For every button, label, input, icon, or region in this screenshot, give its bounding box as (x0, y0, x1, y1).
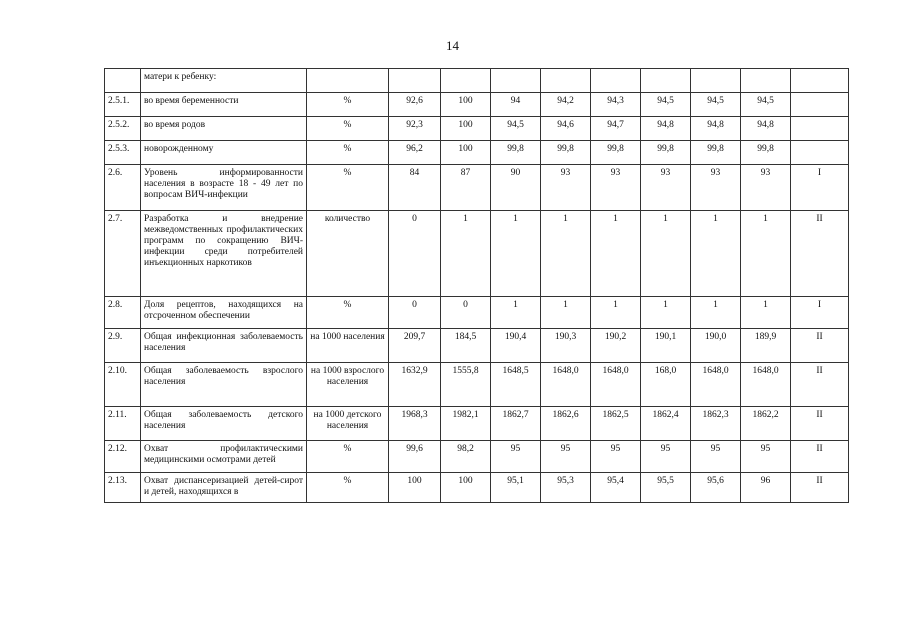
page-number: 14 (446, 38, 459, 53)
value-cell: 94,8 (641, 117, 691, 141)
value-cell (541, 69, 591, 93)
value-cell: 1982,1 (441, 407, 491, 441)
value-cell: 1555,8 (441, 363, 491, 407)
value-cell: 95,3 (541, 473, 591, 503)
value-cell (491, 69, 541, 93)
value-cell: 93 (741, 165, 791, 211)
unit-cell: на 1000 населения (307, 329, 389, 363)
table-row (105, 93, 849, 117)
value-cell: 92,6 (389, 93, 441, 117)
unit-cell: % (307, 473, 389, 503)
value-cell: 1 (691, 211, 741, 297)
value-cell: 95 (691, 441, 741, 473)
unit-cell: % (307, 93, 389, 117)
value-cell: 1648,5 (491, 363, 541, 407)
value-cell: 98,2 (441, 441, 491, 473)
value-cell (741, 69, 791, 93)
table-row (105, 165, 849, 211)
table-row (105, 141, 849, 165)
value-cell: 1648,0 (591, 363, 641, 407)
value-cell: 95,1 (491, 473, 541, 503)
table-row (105, 441, 849, 473)
category-cell (791, 141, 849, 165)
value-cell: 93 (641, 165, 691, 211)
table-body (105, 69, 849, 503)
value-cell: 95,6 (691, 473, 741, 503)
value-cell: 95 (641, 441, 691, 473)
value-cell: 190,3 (541, 329, 591, 363)
indicator-name-cell: матери к ребенку: (141, 69, 307, 93)
category-cell: II (791, 329, 849, 363)
value-cell (641, 69, 691, 93)
indicator-name-cell: Уровень информированности населения в возрасте 18 - 49 лет по вопросам ВИЧ-инфекции (141, 165, 307, 211)
value-cell: 94,5 (641, 93, 691, 117)
value-cell: 0 (441, 297, 491, 329)
category-cell: I (791, 165, 849, 211)
value-cell: 94,5 (741, 93, 791, 117)
indicator-name-cell: Общая инфекционная заболеваемость населения (141, 329, 307, 363)
category-cell: I (791, 297, 849, 329)
value-cell: 1 (641, 297, 691, 329)
value-cell: 1 (491, 297, 541, 329)
value-cell: 0 (389, 211, 441, 297)
value-cell: 95 (741, 441, 791, 473)
value-cell (591, 69, 641, 93)
row-number-cell: 2.9. (105, 329, 141, 363)
indicator-name-cell: Охват диспансеризацией детей-сирот и детей, находящихся в (141, 473, 307, 503)
row-number-cell: 2.6. (105, 165, 141, 211)
value-cell: 190,2 (591, 329, 641, 363)
value-cell: 99,8 (591, 141, 641, 165)
value-cell: 96 (741, 473, 791, 503)
value-cell: 95 (591, 441, 641, 473)
value-cell: 1632,9 (389, 363, 441, 407)
value-cell: 87 (441, 165, 491, 211)
unit-cell: на 1000 детского населения (307, 407, 389, 441)
row-number-cell (105, 69, 141, 93)
value-cell: 94,2 (541, 93, 591, 117)
value-cell: 93 (691, 165, 741, 211)
value-cell: 1 (491, 211, 541, 297)
unit-cell: количество (307, 211, 389, 297)
indicator-name-cell: Общая заболеваемость детского населения (141, 407, 307, 441)
table-row (105, 407, 849, 441)
value-cell: 95,5 (641, 473, 691, 503)
value-cell: 1648,0 (691, 363, 741, 407)
value-cell: 92,3 (389, 117, 441, 141)
table-row (105, 211, 849, 297)
value-cell: 94,5 (491, 117, 541, 141)
value-cell: 99,8 (541, 141, 591, 165)
value-cell: 184,5 (441, 329, 491, 363)
value-cell: 1 (691, 297, 741, 329)
value-cell: 1862,6 (541, 407, 591, 441)
value-cell: 168,0 (641, 363, 691, 407)
value-cell: 1968,3 (389, 407, 441, 441)
value-cell: 1648,0 (741, 363, 791, 407)
indicator-name-cell: Охват профилактическими медицинскими осмотрами детей (141, 441, 307, 473)
row-number-cell: 2.10. (105, 363, 141, 407)
value-cell: 1 (591, 297, 641, 329)
value-cell: 1 (541, 211, 591, 297)
table-row (105, 297, 849, 329)
value-cell: 100 (389, 473, 441, 503)
category-cell: II (791, 363, 849, 407)
value-cell: 189,9 (741, 329, 791, 363)
value-cell: 100 (441, 117, 491, 141)
value-cell: 94,8 (691, 117, 741, 141)
value-cell: 99,8 (491, 141, 541, 165)
value-cell: 1 (741, 297, 791, 329)
value-cell: 95 (541, 441, 591, 473)
unit-cell: % (307, 117, 389, 141)
value-cell (389, 69, 441, 93)
table-row (105, 473, 849, 503)
value-cell: 90 (491, 165, 541, 211)
row-number-cell: 2.7. (105, 211, 141, 297)
value-cell: 94,8 (741, 117, 791, 141)
indicator-name-cell: Доля рецептов, находящихся на отсроченном обеспечении (141, 297, 307, 329)
row-number-cell: 2.8. (105, 297, 141, 329)
value-cell: 95,4 (591, 473, 641, 503)
indicator-name-cell: Разработка и внедрение межведомственных профилактических программ по сокращению ВИЧ-инфекции среди потребителей инъекционных наркотиков (141, 211, 307, 297)
value-cell: 94,3 (591, 93, 641, 117)
row-number-cell: 2.5.1. (105, 93, 141, 117)
category-cell: II (791, 473, 849, 503)
row-number-cell: 2.13. (105, 473, 141, 503)
row-number-cell: 2.12. (105, 441, 141, 473)
value-cell: 96,2 (389, 141, 441, 165)
value-cell: 100 (441, 93, 491, 117)
category-cell (791, 69, 849, 93)
category-cell: II (791, 407, 849, 441)
unit-cell: на 1000 взрослого населения (307, 363, 389, 407)
category-cell (791, 93, 849, 117)
value-cell: 1862,7 (491, 407, 541, 441)
indicator-name-cell: Общая заболеваемость взрослого населения (141, 363, 307, 407)
value-cell: 1 (541, 297, 591, 329)
unit-cell (307, 69, 389, 93)
indicators-table (104, 68, 849, 503)
value-cell: 190,1 (641, 329, 691, 363)
unit-cell: % (307, 141, 389, 165)
category-cell: II (791, 441, 849, 473)
indicator-name-cell: новорожденному (141, 141, 307, 165)
value-cell: 0 (389, 297, 441, 329)
value-cell: 100 (441, 473, 491, 503)
value-cell: 94,7 (591, 117, 641, 141)
value-cell: 190,4 (491, 329, 541, 363)
value-cell: 100 (441, 141, 491, 165)
value-cell: 1862,4 (641, 407, 691, 441)
value-cell: 99,8 (641, 141, 691, 165)
table-row (105, 117, 849, 141)
value-cell: 1 (591, 211, 641, 297)
table-row (105, 329, 849, 363)
value-cell: 1 (741, 211, 791, 297)
value-cell: 99,6 (389, 441, 441, 473)
indicator-name-cell: во время беременности (141, 93, 307, 117)
value-cell: 94,5 (691, 93, 741, 117)
row-number-cell: 2.11. (105, 407, 141, 441)
indicator-name-cell: во время родов (141, 117, 307, 141)
unit-cell: % (307, 441, 389, 473)
table-row (105, 69, 849, 93)
unit-cell: % (307, 165, 389, 211)
value-cell: 1 (441, 211, 491, 297)
value-cell: 99,8 (691, 141, 741, 165)
value-cell: 93 (591, 165, 641, 211)
value-cell: 1862,5 (591, 407, 641, 441)
value-cell: 84 (389, 165, 441, 211)
value-cell: 190,0 (691, 329, 741, 363)
value-cell (691, 69, 741, 93)
row-number-cell: 2.5.3. (105, 141, 141, 165)
value-cell: 1648,0 (541, 363, 591, 407)
value-cell: 94,6 (541, 117, 591, 141)
category-cell (791, 117, 849, 141)
value-cell: 93 (541, 165, 591, 211)
value-cell: 95 (491, 441, 541, 473)
value-cell: 99,8 (741, 141, 791, 165)
value-cell (441, 69, 491, 93)
value-cell: 209,7 (389, 329, 441, 363)
value-cell: 1862,2 (741, 407, 791, 441)
table-row (105, 363, 849, 407)
value-cell: 94 (491, 93, 541, 117)
category-cell: II (791, 211, 849, 297)
value-cell: 1 (641, 211, 691, 297)
row-number-cell: 2.5.2. (105, 117, 141, 141)
value-cell: 1862,3 (691, 407, 741, 441)
unit-cell: % (307, 297, 389, 329)
